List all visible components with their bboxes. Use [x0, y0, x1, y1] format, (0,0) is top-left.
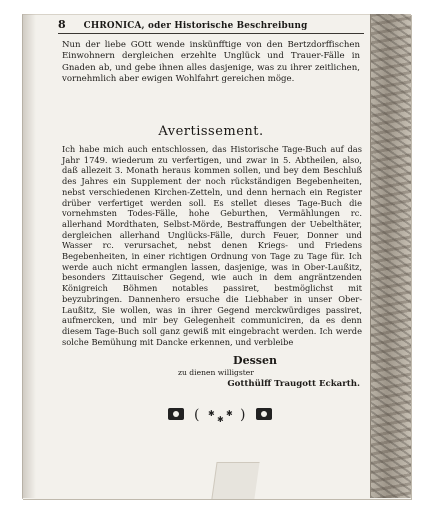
- svg-text:✱: ✱: [208, 409, 215, 418]
- closing-diener: zu dienen willigster: [178, 368, 254, 377]
- closing-block: [150, 354, 360, 389]
- svg-text:(: (: [194, 407, 200, 423]
- header-rule: [58, 33, 364, 34]
- signature: Gotthülff Traugott Eckarth.: [227, 379, 360, 389]
- marbled-binding: [370, 14, 411, 498]
- closing-dessen: Dessen: [233, 354, 277, 367]
- intro-paragraph: Nun der liebe GOtt wende inskünfftige von den Bertzdorffischen Einwohnern dergleichen erzehlte Unglück und Trauer-Fälle in Gnaden ab, und gebe ihnen alles dasjenige, was zu ihrer zeitlichen, vornehmlich aber ewigen Wohlfahrt gereichen möge.: [62, 40, 360, 85]
- paper-tear: [211, 462, 259, 499]
- page-edge-wear: [22, 14, 36, 498]
- page-header: [58, 18, 358, 31]
- running-head: CHRONICA, oder Historische Beschreibung: [83, 21, 308, 31]
- page-number: 8: [58, 18, 66, 31]
- body-paragraph: Ich habe mich auch entschlossen, das Historische Tage-Buch auf das Jahr 1749. wiederum zu verfertigen, und zwar in 5. Abtheilen, also, daß allezeit 3. Monath heraus kommen sollen, und bey dem Beschluß des Jahres ein Supplement der noch rückständigen Begebenheiten, nebst verschiedenen Kirchen-Zetteln, und denn hernach ein Register drüber verfertiget werden soll. Es stellet dieses Tage-Buch die vornehmsten Todes-Fälle, hohe Geburthen, Vermählungen rc. allerhand Mordthaten, Selbst-Mörde, Bestraffungen der Uebelthäter, dergleichen allerhand Unglücks-Fälle, durch Feuer, Donner und Wasser rc. verursachet, nebst denen Kriegs- und Friedens Begebenheiten, in einer richtigen Ordnung von Tage zu Tage für. Ich werde auch nicht ermanglen lassen, dasjenige, was in Ober-Laußitz, besonders Zittauischer Gegend, wie auch in dem angräntzenden Königreich Böhmen notables passiret, bestmöglichst mit beyzubringen. Dannenhero ersuche die Liebhaber in unser Ober-Laußitz, Sie wollen, was in ihrer Gegend merckwürdiges passiret, aufmercken, und mir bey Gelegenheit communiciren, da es denn diesem Tage-Buch soll ganz gewiß mit eingebracht werden. Ich werde solche Bemühung mit Dancke erkennen, und verbleibe: [62, 144, 362, 347]
- printers-ornament-icon: [160, 402, 280, 426]
- svg-text:✱: ✱: [226, 409, 233, 418]
- svg-text:): ): [240, 407, 246, 423]
- section-heading: Avertissement.: [158, 124, 264, 139]
- svg-text:✱: ✱: [217, 415, 224, 424]
